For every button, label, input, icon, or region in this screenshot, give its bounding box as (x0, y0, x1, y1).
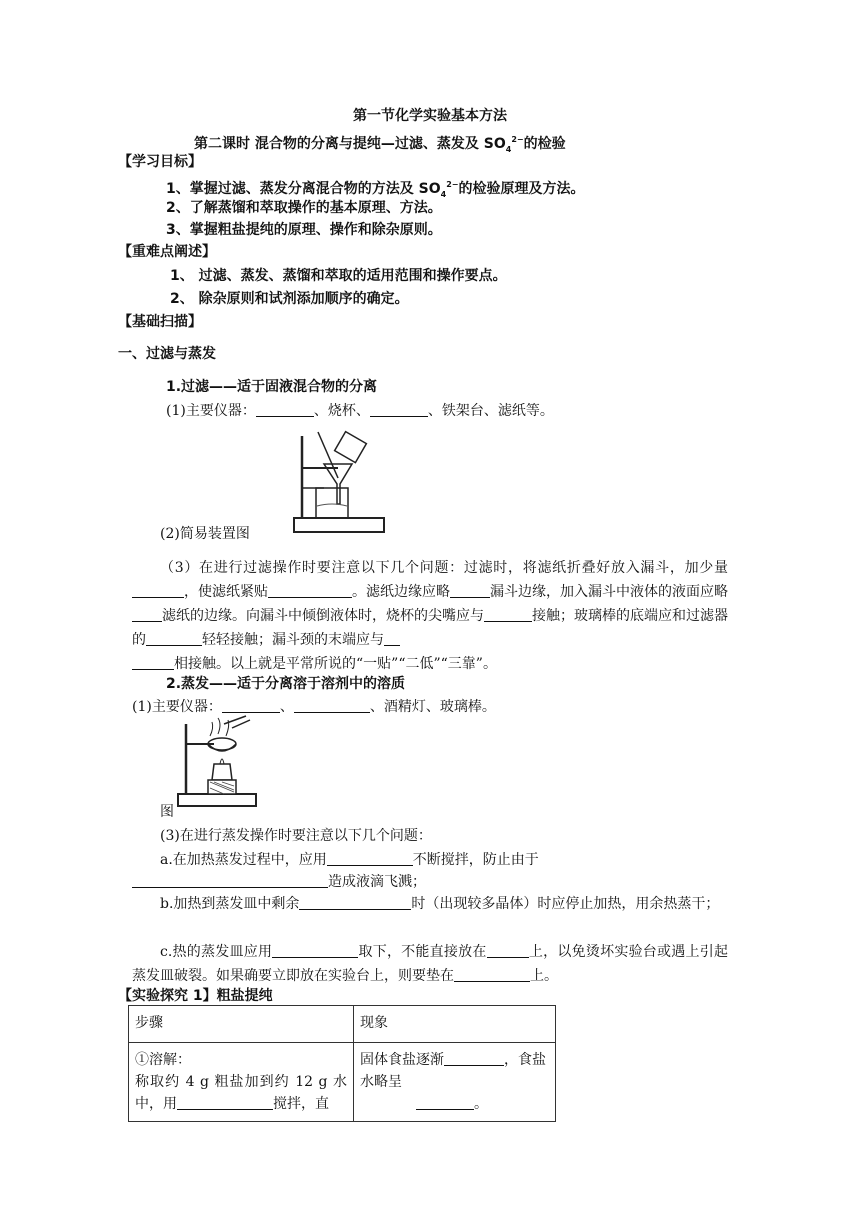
evaporation-note-c-mid2: 上，以免烫坏实验台或遇上引起蒸发皿破裂。如果确要立即放在实验台上，则要垫在 (132, 944, 729, 984)
evaporation-note-b (132, 892, 728, 916)
filtration-instruments (166, 401, 554, 421)
filtration-notes-b: ，使滤纸紧贴 (184, 584, 268, 600)
filtration-title: 1.过滤——适于固液混合物的分离 (166, 379, 378, 395)
phenomenon-1-c: 。 (474, 1096, 488, 1112)
key-points-header: 【重难点阐述】 (118, 244, 216, 260)
blank[interactable] (327, 851, 413, 866)
table-header-row (129, 1006, 556, 1043)
evaporation-note-b-post: 时（出现较多晶体）时应停止加热，用余热蒸干； (411, 896, 720, 912)
goal-1-text: 1、掌握过滤、蒸发分离混合物的方法及 SO (166, 181, 441, 197)
key-point-1: 1、 过滤、蒸发、蒸馏和萃取的适用范围和操作要点。 (170, 268, 507, 284)
blank[interactable] (132, 583, 184, 598)
evaporation-note-a-pre: a.在加热蒸发过程中，应用 (160, 852, 327, 868)
blank[interactable] (222, 698, 280, 713)
section-1-title: 一、过滤与蒸发 (118, 346, 216, 362)
table-row (129, 1043, 556, 1122)
phenomenon-1-cell (354, 1043, 556, 1122)
goal-1-suffix: 的检验原理及方法。 (458, 181, 585, 197)
step-1-text-a: 称取约 4 g 粗盐加到约 12 g 水中，用 (135, 1074, 347, 1112)
evaporation-note-c-pre: c.热的蒸发皿应用 (160, 944, 273, 960)
evaporation-note-a-post: 造成液滴飞溅； (328, 874, 426, 890)
blank[interactable] (454, 967, 530, 982)
evaporation-note-c (132, 940, 728, 988)
step-1-cell (129, 1043, 354, 1122)
blank[interactable] (146, 631, 202, 646)
filtration-instruments-post: 、铁架台、滤纸等。 (427, 403, 554, 419)
evaporation-apparatus-diagram (174, 714, 260, 810)
goal-item-2: 2、了解蒸馏和萃取操作的基本原理、方法。 (166, 200, 442, 216)
evaporation-instruments-label: (1)主要仪器： (132, 699, 222, 715)
blank[interactable] (132, 655, 174, 670)
filtration-notes-e: 滤纸的边缘。向漏斗中倾倒液体时，烧杯的尖嘴应与 (162, 608, 484, 624)
column-header-step: 步骤 (129, 1006, 354, 1043)
column-header-phenomenon: 现象 (354, 1006, 556, 1043)
step-1-title: ①溶解： (135, 1052, 191, 1068)
basics-header: 【基础扫描】 (118, 314, 202, 330)
evaporation-note-a-cont (132, 872, 426, 892)
filtration-notes-h: 相接触。以上就是平常所说的“一贴”“二低”“三靠”。 (174, 656, 497, 672)
page-subtitle (194, 130, 566, 160)
goals-header: 【学习目标】 (118, 154, 202, 170)
evaporation-note-b-pre: b.加热到蒸发皿中剩余 (160, 896, 300, 912)
blank[interactable] (444, 1051, 504, 1066)
evaporation-instruments-post: 、酒精灯、玻璃棒。 (369, 699, 496, 715)
blank[interactable] (132, 607, 162, 622)
filtration-notes (132, 556, 728, 676)
filtration-notes-g: 轻轻接触；漏斗颈的末端应与 (202, 632, 384, 648)
experiment-table (128, 1005, 556, 1122)
subtitle-suffix: 的检验 (523, 136, 566, 152)
blank[interactable] (370, 402, 428, 417)
blank[interactable] (450, 583, 490, 598)
evaporation-notes-intro: (3)在进行蒸发操作时要注意以下几个问题： (160, 828, 432, 844)
experiment-header: 【实验探究 1】粗盐提纯 (118, 988, 273, 1004)
subtitle-subscript: 4 (505, 144, 512, 154)
filtration-instruments-mid: 、烧杯、 (313, 403, 370, 419)
blank[interactable] (294, 698, 370, 713)
evaporation-diagram-label: 图 (160, 804, 174, 820)
blank[interactable] (256, 402, 314, 417)
blank[interactable] (132, 873, 328, 888)
blank[interactable] (177, 1095, 273, 1110)
blank[interactable] (384, 631, 400, 646)
goal-item-3: 3、掌握粗盐提纯的原理、操作和除杂原则。 (166, 222, 442, 238)
blank[interactable] (268, 583, 352, 598)
filtration-notes-a: （3）在进行过滤操作时要注意以下几个问题：过滤时，将滤纸折叠好放入漏斗，加少量 (160, 560, 728, 576)
filtration-notes-f: 接触；玻璃棒的底端应和过滤器的 (132, 608, 728, 648)
goal-1-superscript: 2− (446, 180, 459, 189)
blank[interactable] (299, 895, 411, 910)
filtration-diagram-label: (2)简易装置图 (160, 526, 250, 542)
blank[interactable] (272, 943, 358, 958)
subtitle-text: 第二课时 混合物的分离与提纯—过滤、蒸发及 SO (194, 136, 506, 152)
subtitle-superscript: 2− (511, 135, 524, 144)
blank[interactable] (484, 607, 532, 622)
step-1-text-b: 搅拌，直 (273, 1096, 329, 1112)
key-point-2: 2、 除杂原则和试剂添加顺序的确定。 (170, 291, 409, 307)
blank[interactable] (416, 1095, 474, 1110)
evaporation-instruments-mid: 、 (279, 699, 294, 715)
phenomenon-1-b: ，食盐水略呈 (360, 1052, 546, 1090)
filtration-notes-c: 。滤纸边缘应略 (352, 584, 450, 600)
evaporation-note-c-post: 上。 (530, 968, 558, 984)
page-title: 第一节化学实验基本方法 (353, 108, 507, 124)
evaporation-note-c-mid: 取下，不能直接放在 (358, 944, 487, 960)
phenomenon-1-a: 固体食盐逐渐 (360, 1052, 444, 1068)
evaporation-title: 2.蒸发——适于分离溶于溶剂中的溶质 (166, 676, 406, 692)
filtration-instruments-label: (1)主要仪器： (166, 403, 256, 419)
evaporation-note-a-mid: 不断搅拌，防止由于 (412, 852, 539, 868)
filtration-apparatus-diagram (288, 428, 388, 536)
blank[interactable] (487, 943, 529, 958)
goal-1-subscript: 4 (440, 189, 447, 199)
evaporation-note-a (160, 850, 539, 870)
filtration-notes-d: 漏斗边缘，加入漏斗中液体的液面应略 (490, 584, 728, 600)
